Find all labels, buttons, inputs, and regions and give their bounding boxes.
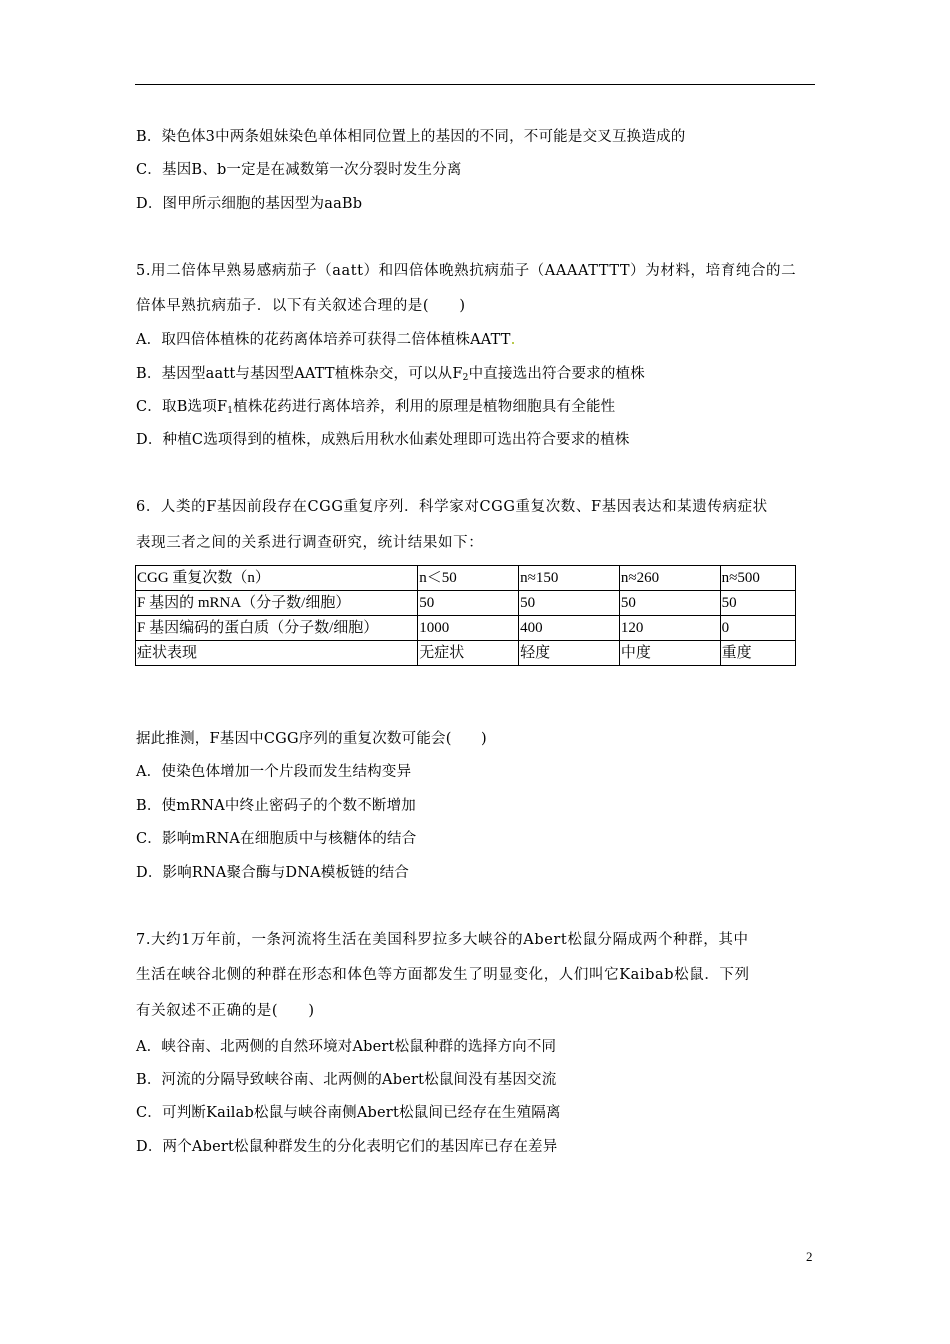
q5-option-c-post: 植株花药进行离体培养，利用的原理是植物细胞具有全能性: [233, 399, 616, 415]
table-cell: 50: [418, 591, 519, 616]
q7-stem-line2: 生活在峡谷北侧的种群在形态和体色等方面都发生了明显变化，人们叫它Kaibab松鼠．下列: [136, 967, 750, 983]
q6-stem-line1: 6．人类的F基因前段存在CGG重复序列．科学家对CGG重复次数、F基因表达和某遗传病症状: [136, 499, 768, 515]
q5-stem-line1: 5.用二倍体早熟易感病茄子（aatt）和四倍体晚熟抗病茄子（AAAATTTT）为材料，培育纯合的二: [136, 263, 797, 279]
page-number: 2: [806, 1249, 813, 1264]
q6-ask: 据此推测，F基因中CGG序列的重复次数可能会( ): [136, 731, 487, 747]
table-cell: 0: [720, 616, 795, 641]
table-cell: n≈150: [519, 566, 620, 591]
q6-option-b: B．使mRNA中终止密码子的个数不断增加: [136, 798, 416, 814]
q5-option-b-post: 中直接选出符合要求的植株: [468, 366, 645, 382]
header-rule: [135, 84, 815, 85]
q4-option-c: C．基因B、b一定是在减数第一次分裂时发生分离: [136, 162, 462, 178]
q5-option-b-sub: 2: [462, 373, 469, 383]
q7-stem-line3: 有关叙述不正确的是( ): [136, 1003, 315, 1019]
q5-option-c-sub: 1: [227, 406, 234, 416]
q7-option-a: A．峡谷南、北两侧的自然环境对Abert松鼠种群的选择方向不同: [136, 1039, 557, 1055]
q5-option-c-pre: C．取B选项F: [136, 399, 228, 415]
q5-option-b-pre: B．基因型aatt与基因型AATT植株杂交，可以从F: [136, 366, 463, 382]
table-row: [136, 616, 796, 641]
q4-option-d: D．图甲所示细胞的基因型为aaBb: [136, 196, 363, 212]
q5-option-c: [136, 397, 615, 417]
table-cell: 症状表现: [136, 641, 418, 666]
table-cell: 50: [619, 591, 720, 616]
table-cell: 1000: [418, 616, 519, 641]
table-cell: n≈500: [720, 566, 795, 591]
q5-option-d: D．种植C选项得到的植株，成熟后用秋水仙素处理即可选出符合要求的植株: [136, 432, 630, 448]
cgg-data-table: [135, 565, 796, 666]
q5-stem-line2: 倍体早熟抗病茄子．以下有关叙述合理的是( ): [136, 298, 466, 314]
table-cell: n＜50: [418, 566, 519, 591]
q5-option-b: [136, 364, 645, 384]
table-cell: 120: [619, 616, 720, 641]
table-cell: 中度: [619, 641, 720, 666]
q7-stem-line1: 7.大约1万年前，一条河流将生活在美国科罗拉多大峡谷的Abert松鼠分隔成两个种群，其中: [136, 932, 749, 948]
table-cell: 400: [519, 616, 620, 641]
table-cell: 重度: [720, 641, 795, 666]
table-cell: 50: [519, 591, 620, 616]
q6-option-a: A．使染色体增加一个片段而发生结构变异: [136, 764, 412, 780]
q7-option-c: C．可判断Kailab松鼠与峡谷南侧Abert松鼠间已经存在生殖隔离: [136, 1105, 561, 1121]
table-row: [136, 566, 796, 591]
q6-option-c: C．影响mRNA在细胞质中与核糖体的结合: [136, 831, 417, 847]
q4-option-b: B．染色体3中两条姐妹染色单体相同位置上的基因的不同，不可能是交叉互换造成的: [136, 129, 686, 145]
q7-option-d: D．两个Abert松鼠种群发生的分化表明它们的基因库已存在差异: [136, 1139, 558, 1155]
table-row: [136, 591, 796, 616]
q5-option-a: [136, 330, 514, 350]
table-row: [136, 641, 796, 666]
table-cell: 轻度: [519, 641, 620, 666]
table-cell: 50: [720, 591, 795, 616]
mark-dot: [512, 342, 514, 344]
q7-option-b: B．河流的分隔导致峡谷南、北两侧的Abert松鼠间没有基因交流: [136, 1072, 557, 1088]
table-cell: F 基因的 mRNA（分子数/细胞）: [136, 591, 418, 616]
q6-stem-line2: 表现三者之间的关系进行调查研究，统计结果如下：: [136, 535, 484, 551]
table-cell: 无症状: [418, 641, 519, 666]
table-cell: n≈260: [619, 566, 720, 591]
table-cell: CGG 重复次数（n）: [136, 566, 418, 591]
q5-option-a-text: A．取四倍体植株的花药离体培养可获得二倍体植株AATT: [136, 332, 511, 348]
table-cell: F 基因编码的蛋白质（分子数/细胞）: [136, 616, 418, 641]
q6-option-d: D．影响RNA聚合酶与DNA模板链的结合: [136, 865, 409, 881]
